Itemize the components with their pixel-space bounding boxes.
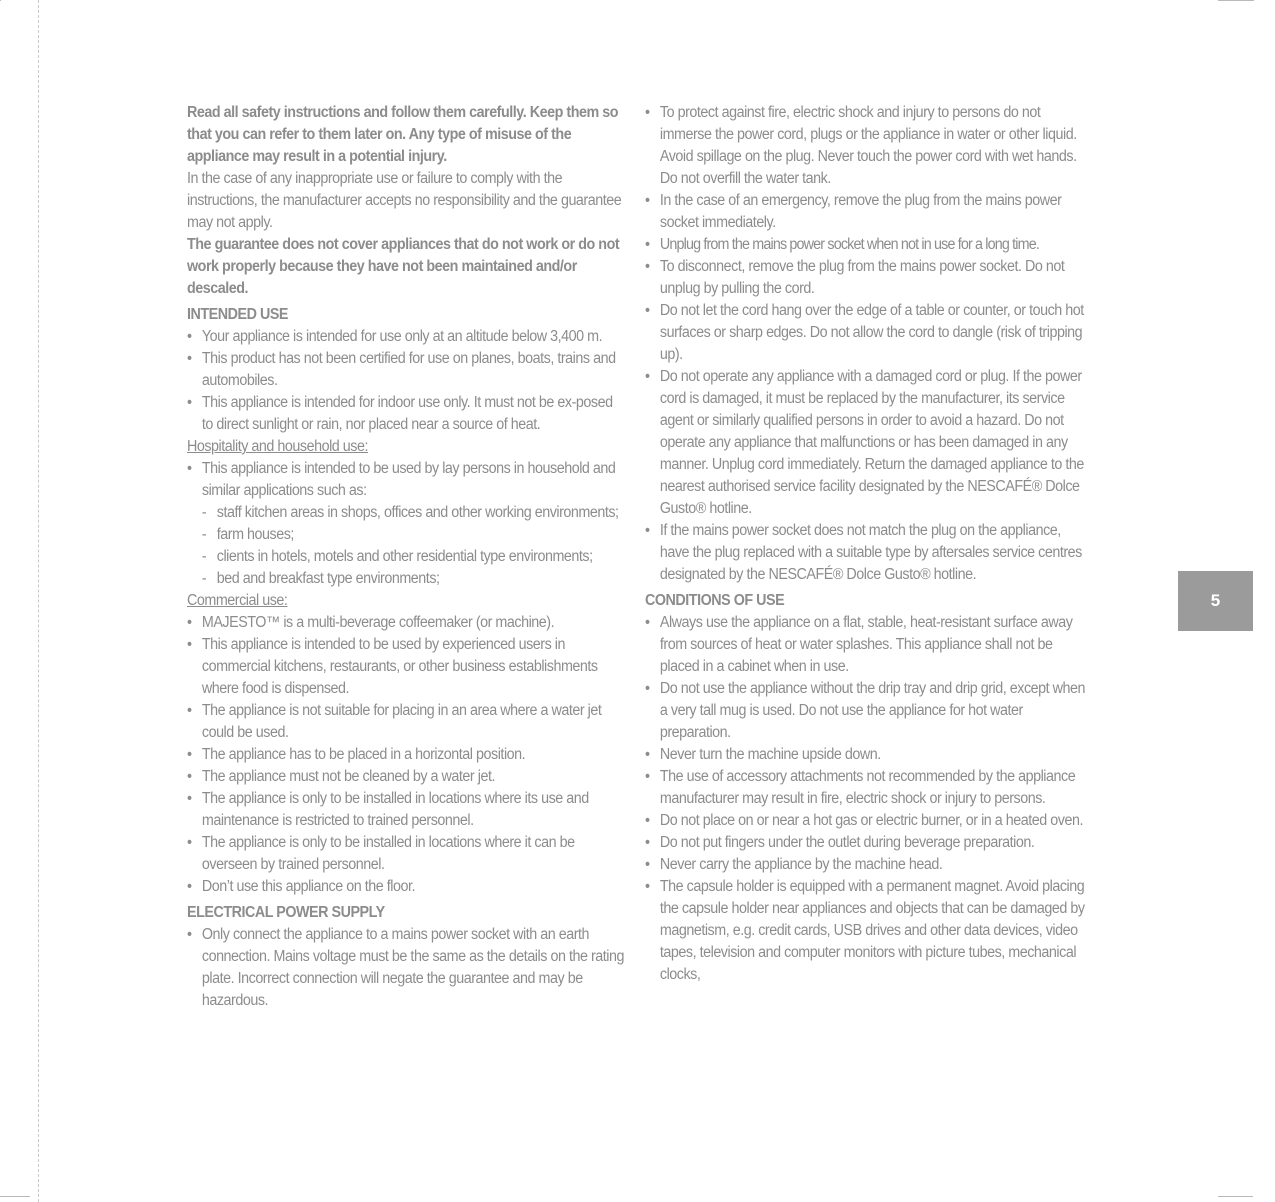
list-item: • The use of accessory attachments not recommended by the appliance manufacturer may result in fire, electric shock or injury to persons. [645, 766, 1090, 810]
list-item: • Always use the appliance on a flat, stable, heat-resistant surface away from sources of heat or water splashes. This appliance shall not be placed in a cabinet when in use. [645, 612, 1090, 678]
dash-item: - staff kitchen areas in shops, offices and other working environments; [187, 502, 624, 524]
list-item: • To protect against fire, electric shock and injury to persons do not immerse the power cord, plugs or the appliance in water or other liquid. Avoid spillage on the plug. Never touch the power cord with wet hands. Do not overfill the water tank. [645, 102, 1090, 190]
intended-use-heading: INTENDED USE [187, 306, 288, 323]
guarantee-note: The guarantee does not cover appliances that do not work or do not work properly because they have not been maintained and/or descaled. [187, 236, 620, 297]
list-item: • This appliance is intended for indoor use only. It must not be ex-posed to direct sunlight or rain, nor placed near a source of heat. [187, 392, 624, 436]
list-item: • The appliance is only to be installed in locations where its use and maintenance is restricted to trained personnel. [187, 788, 624, 832]
dash-item: - farm houses; [187, 524, 624, 546]
left-column [187, 102, 624, 1012]
page-number-tab [1178, 571, 1253, 631]
hospitality-heading: Hospitality and household use: [187, 438, 369, 455]
list-item: • Only connect the appliance to a mains power socket with an earth connection. Mains voltage must be the same as the details on the rating plate. Incorrect connection will negate the guarantee and may be hazardous. [187, 924, 624, 1012]
list-item: • In the case of an emergency, remove the plug from the mains power socket immediately. [645, 190, 1090, 234]
electrical-list [187, 924, 624, 1012]
crop-mark [1253, 0, 1254, 1]
conditions-list [645, 612, 1090, 986]
list-item: • Do not use the appliance without the drip tray and drip grid, except when a very tall mug is used. Do not use the appliance for hot water preparation. [645, 678, 1090, 744]
electrical-list-continued [645, 102, 1090, 586]
crop-mark [0, 0, 1, 1]
dash-item: - bed and breakfast type environments; [187, 568, 624, 590]
dash-item: - clients in hotels, motels and other residential type environments; [187, 546, 624, 568]
list-item: • This appliance is intended to be used by experienced users in commercial kitchens, restaurants, or other business establishments where food is dispensed. [187, 634, 624, 700]
intended-use-list [187, 326, 624, 436]
fold-line [38, 0, 39, 1202]
list-item: • If the mains power socket does not match the plug on the appliance, have the plug replaced with a suitable type by aftersales service centres designated by the NESCAFÉ® Dolce Gusto® hotline. [645, 520, 1090, 586]
crop-mark [1218, 1196, 1253, 1197]
intro-text: In the case of any inappropriate use or failure to comply with the instructions, the manufacturer accepts no responsibility and the guarantee may not apply. [187, 170, 622, 231]
conditions-heading: CONDITIONS OF USE [645, 592, 785, 609]
list-item: • Never turn the machine upside down. [645, 744, 1090, 766]
crop-mark [0, 1196, 30, 1197]
list-item: • Do not put fingers under the outlet during beverage preparation. [645, 832, 1090, 854]
list-item: • The appliance is not suitable for placing in an area where a water jet could be used. [187, 700, 624, 744]
list-item: • Don’t use this appliance on the floor. [187, 876, 624, 898]
list-item: • Do not place on or near a hot gas or electric burner, or in a heated oven. [645, 810, 1090, 832]
list-item: • Do not let the cord hang over the edge of a table or counter, or touch hot surfaces or sharp edges. Do not allow the cord to dangle (risk of tripping up). [645, 300, 1090, 366]
list-item: • Never carry the appliance by the machine head. [645, 854, 1090, 876]
intro-bold: Read all safety instructions and follow them carefully. Keep them so that you can refer to them later on. Any type of misuse of the appliance may result in a potential injury. [187, 104, 619, 165]
list-item: • Unplug from the mains power socket when not in use for a long time. [645, 234, 1090, 256]
page-number: 5 [1210, 591, 1221, 610]
list-item: • This appliance is intended to be used by lay persons in household and similar applications such as: [187, 458, 624, 502]
list-item: • To disconnect, remove the plug from the mains power socket. Do not unplug by pulling the cord. [645, 256, 1090, 300]
list-item: • Your appliance is intended for use only at an altitude below 3,400 m. [187, 326, 624, 348]
list-item: • The appliance is only to be installed in locations where it can be overseen by trained personnel. [187, 832, 624, 876]
hospitality-list [187, 458, 624, 590]
list-item: • This product has not been certified for use on planes, boats, trains and automobiles. [187, 348, 624, 392]
commercial-heading: Commercial use: [187, 592, 288, 609]
crop-mark [1218, 0, 1253, 1]
right-column [645, 102, 1090, 986]
list-item: • The capsule holder is equipped with a permanent magnet. Avoid placing the capsule holder near appliances and objects that can be damaged by magnetism, e.g. credit cards, USB drives and other data devices, video tapes, television and computer monitors with picture tubes, mechanical clocks, [645, 876, 1090, 986]
list-item: • The appliance must not be cleaned by a water jet. [187, 766, 624, 788]
commercial-list [187, 612, 624, 898]
list-item: • MAJESTO™ is a multi-beverage coffeemaker (or machine). [187, 612, 624, 634]
list-item: • The appliance has to be placed in a horizontal position. [187, 744, 624, 766]
list-item: • Do not operate any appliance with a damaged cord or plug. If the power cord is damaged, it must be replaced by the manufacturer, its service agent or similarly qualified persons in order to avoid a hazard. Do not operate any appliance that malfunctions or has been damaged in any manner. Unplug cord immediately. Return the damaged appliance to the nearest authorised service facility designated by the NESCAFÉ® Dolce Gusto® hotline. [645, 366, 1090, 520]
electrical-heading: ELECTRICAL POWER SUPPLY [187, 904, 385, 921]
